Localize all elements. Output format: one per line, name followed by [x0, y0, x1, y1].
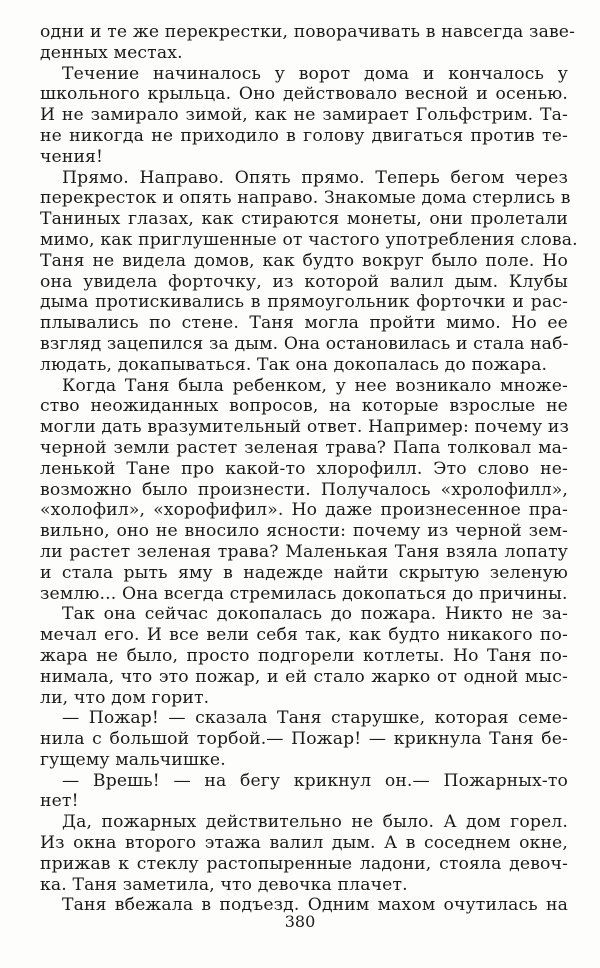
text-line: прижав к стеклу растопыренные ладони, стояла девоч- [40, 853, 568, 874]
text-line: гущему мальчишке. [40, 749, 226, 770]
text-line: она увидела форточку, из которой валил дым. Клубы [40, 271, 568, 292]
text-line: Когда Таня была ребенком, у нее возникало множе- [62, 375, 568, 396]
paragraph [40, 708, 568, 770]
page-number: 380 [284, 912, 316, 931]
text-line: плывались по стене. Таня могла пройти мимо. Но ее [40, 313, 568, 334]
text-line: ли, что дом горит. [40, 687, 210, 708]
paragraph [40, 64, 568, 168]
text-line: нимала, что это пожар, и ей стало жарко от одной мыс- [40, 666, 568, 687]
text-line: землю... Она всегда стремилась докопаться до причины. [40, 583, 568, 604]
text-line: «холофил», «хорофифил». Но даже произнесенное пра- [40, 500, 568, 521]
text-line: людать, докапываться. Так она докопалась до пожара. [40, 354, 548, 375]
text-line: могли дать вразумительный ответ. Например: почему из [40, 417, 569, 438]
paragraph [40, 376, 568, 605]
text-line: перекресток и опять направо. Знакомые дома стерлись в [40, 188, 571, 209]
text-line: денных местах. [40, 42, 183, 63]
text-line: не никогда не приходило в голову двигаться против те- [40, 125, 568, 146]
text-line: одни и те же перекрестки, поворачивать в навсегда заве- [40, 22, 576, 42]
text-line: нила с большой торбой.— Пожар! — крикнула Таня бе- [40, 729, 568, 750]
body-text [40, 22, 578, 916]
text-line: Из окна второго этажа валил дым. А в соседнем окне, [40, 833, 568, 854]
text-line: взгляд зацепился за дым. Она остановилась и стала наб- [40, 333, 569, 354]
text-line: Так она сейчас докопалась до пожара. Никто не за- [62, 604, 568, 625]
text-line: — Пожар! — сказала Таня старушке, которая семе- [62, 708, 568, 729]
text-line: ли растет зеленая трава? Маленькая Таня взяла лопату [40, 541, 568, 562]
text-line: черной земли растет зеленая трава? Папа толковал ма- [40, 437, 568, 458]
text-line: ство неожиданных вопросов, на которые взрослые не [40, 396, 568, 417]
text-line: возможно было произнести. Получалось «хролофилл», [40, 479, 568, 500]
text-line: Таня вбежала в подъезд. Одним махом очутилась на [62, 895, 568, 916]
text-line: жара не было, просто подгорели котлеты. Но Таня по- [40, 645, 568, 666]
text-line: И не замирало зимой, как не замирает Гольфстрим. Та- [40, 105, 568, 126]
text-line: ленькой Тане про какой-то хлорофилл. Это слово не- [40, 458, 568, 479]
paragraph [40, 22, 576, 64]
text-line: дыма протискивались в прямоугольник форточки и рас- [40, 292, 568, 313]
text-line: Да, пожарных действительно не было. А дом горел. [62, 812, 568, 833]
text-line: — Врешь! — на бегу крикнул он.— Пожарных-то [62, 770, 568, 791]
text-line: мимо, как приглушенные от частого употребления слова. [40, 229, 578, 250]
text-line: Таниных глазах, как стираются монеты, они пролетали [40, 209, 568, 230]
paragraph [40, 812, 568, 895]
text-line: Таня не видела домов, как будто вокруг было поле. Но [40, 250, 568, 271]
paragraph [40, 167, 578, 376]
text-line: нет! [40, 791, 79, 812]
text-line: вильно, оно не вносило ясности: почему из черной зем- [40, 521, 568, 542]
text-line: ка. Таня заметила, что девочка плачет. [40, 874, 408, 895]
text-line: и стала рыть яму в надежде найти скрытую зеленую [40, 562, 568, 583]
text-line: Течение начиналось у ворот дома и кончалось у [62, 63, 568, 84]
paragraph [40, 604, 568, 708]
text-line: школьного крыльца. Оно действовало весной и осенью. [40, 84, 568, 105]
text-line: Прямо. Направо. Опять прямо. Теперь бегом через [62, 167, 568, 188]
paragraph [40, 771, 568, 813]
text-line: мечал его. И все вели себя так, как будто никакого по- [40, 625, 568, 646]
text-line: чения! [40, 146, 104, 167]
